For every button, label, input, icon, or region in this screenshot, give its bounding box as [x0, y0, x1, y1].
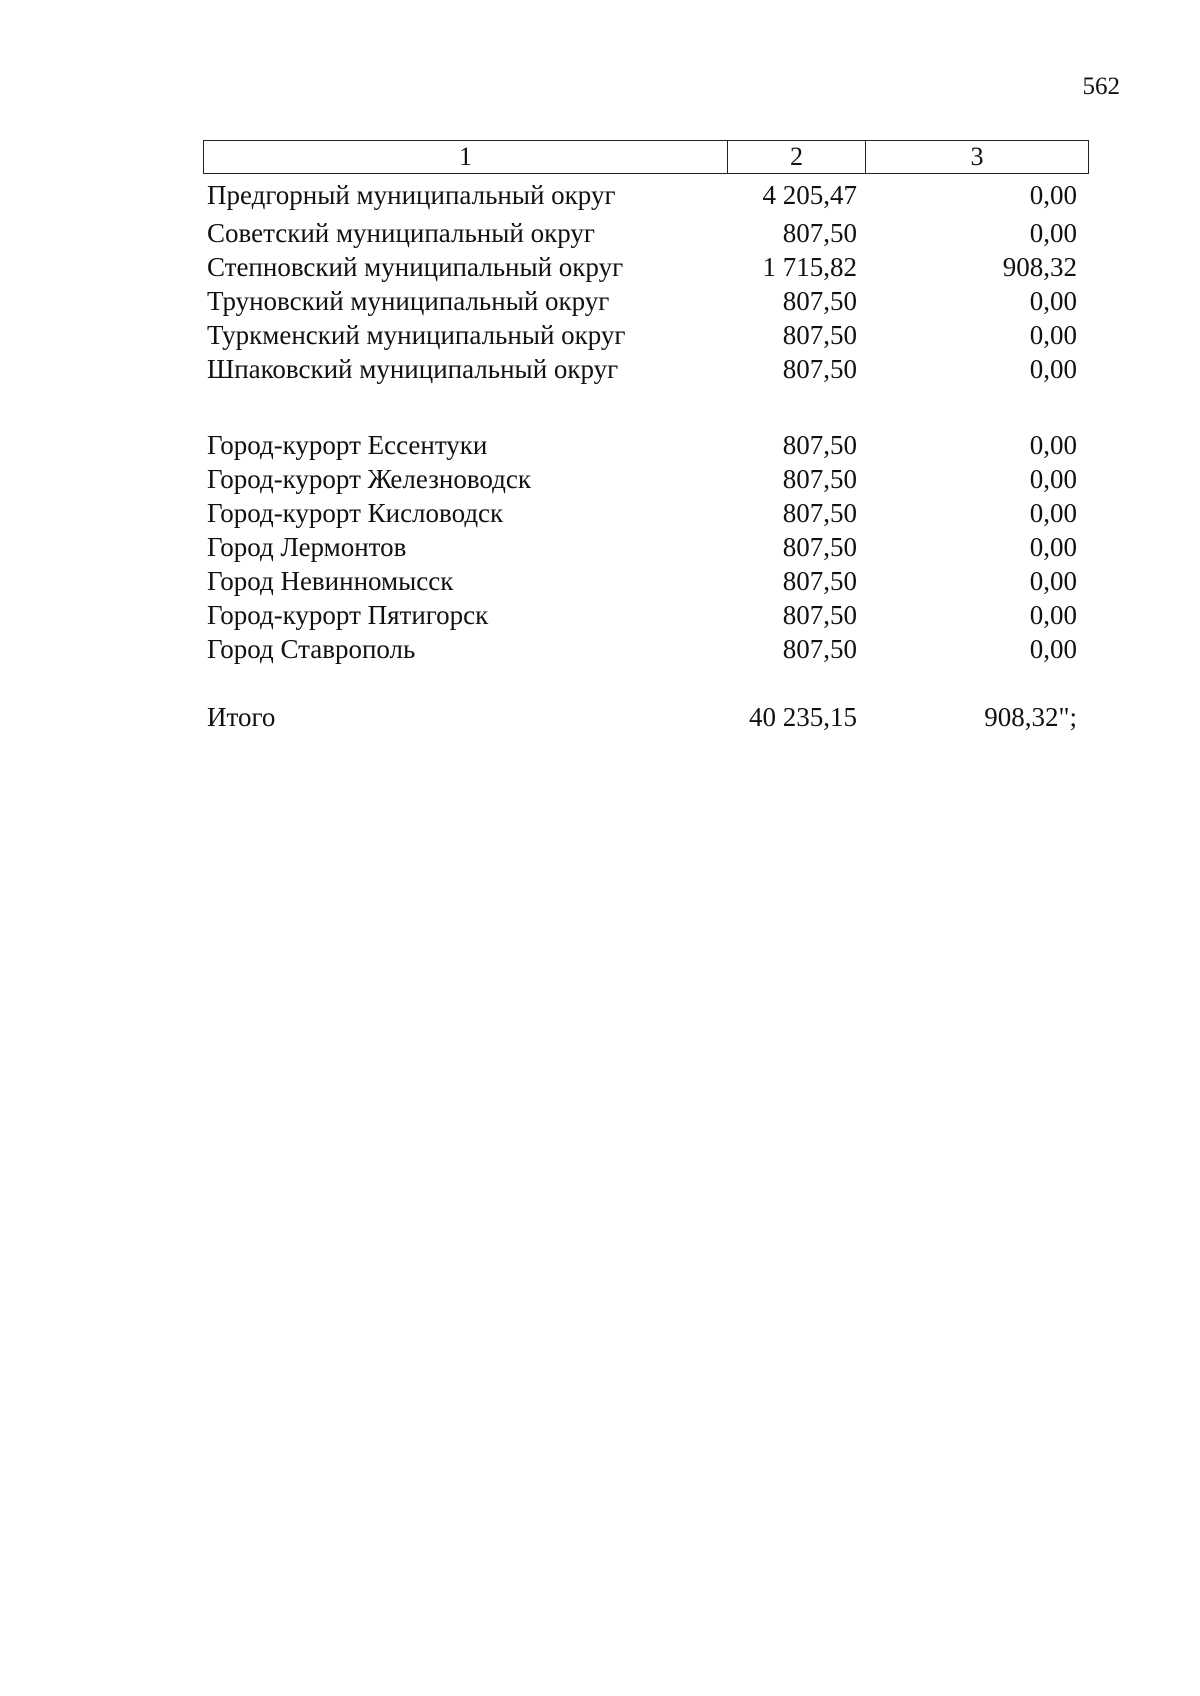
table-row [207, 428, 1077, 462]
table-row [207, 632, 1077, 666]
table-row [207, 178, 1077, 212]
table-row [207, 564, 1077, 598]
row-name: Город Ставрополь [207, 634, 416, 664]
row-name: Предгорный муниципальный округ [207, 180, 616, 210]
table-row [207, 462, 1077, 496]
row-value-3: 0,00 [1029, 498, 1077, 528]
row-value-2: 4 205,47 [762, 180, 857, 210]
row-name: Советский муниципальный округ [207, 218, 595, 248]
table-row [207, 598, 1077, 632]
row-value-3: 0,00 [1029, 600, 1077, 630]
total-label: Итого [207, 702, 276, 732]
row-value-2: 1 715,82 [762, 252, 857, 282]
total-value-2: 40 235,15 [749, 702, 857, 732]
header-col-2: 2 [728, 141, 866, 173]
row-value-3: 0,00 [1029, 532, 1077, 562]
row-value-3: 0,00 [1029, 566, 1077, 596]
table-row [207, 284, 1077, 318]
row-value-2: 807,50 [782, 532, 857, 562]
row-value-2: 807,50 [782, 354, 857, 384]
row-name: Город-курорт Кисловодск [207, 498, 504, 528]
row-value-2: 807,50 [782, 320, 857, 350]
row-value-3: 0,00 [1029, 218, 1077, 248]
table-row [207, 216, 1077, 250]
row-value-2: 807,50 [782, 218, 857, 248]
row-value-3: 0,00 [1029, 634, 1077, 664]
row-value-3: 0,00 [1029, 320, 1077, 350]
row-name: Степновский муниципальный округ [207, 252, 624, 282]
table-header [203, 140, 1089, 174]
table-row [207, 530, 1077, 564]
row-name: Шпаковский муниципальный округ [207, 354, 619, 384]
row-name: Город-курорт Пятигорск [207, 600, 489, 630]
row-name: Город Невинномысск [207, 566, 454, 596]
row-value-3: 0,00 [1029, 464, 1077, 494]
table-row [207, 352, 1077, 386]
row-name: Город-курорт Железноводск [207, 464, 531, 494]
row-value-3: 0,00 [1029, 430, 1077, 460]
table-row [207, 496, 1077, 530]
row-value-2: 807,50 [782, 498, 857, 528]
total-row [207, 700, 1077, 734]
table-row [207, 250, 1077, 284]
page-number: 562 [1082, 73, 1120, 100]
row-name: Труновский муниципальный округ [207, 286, 610, 316]
row-value-2: 807,50 [782, 566, 857, 596]
row-name: Туркменский муниципальный округ [207, 320, 626, 350]
row-value-3: 0,00 [1029, 180, 1077, 210]
header-col-3: 3 [970, 142, 984, 171]
row-value-3: 0,00 [1029, 354, 1077, 384]
row-value-2: 807,50 [782, 634, 857, 664]
row-value-3: 0,00 [1029, 286, 1077, 316]
row-value-2: 807,50 [782, 430, 857, 460]
row-value-2: 807,50 [782, 286, 857, 316]
row-value-2: 807,50 [782, 600, 857, 630]
total-value-3: 908,32"; [984, 702, 1077, 732]
row-name: Город-курорт Ессентуки [207, 430, 488, 460]
table-row [207, 318, 1077, 352]
header-col-1: 1 [204, 141, 728, 173]
row-name: Город Лермонтов [207, 532, 407, 562]
row-value-3: 908,32 [1002, 252, 1077, 282]
row-value-2: 807,50 [782, 464, 857, 494]
